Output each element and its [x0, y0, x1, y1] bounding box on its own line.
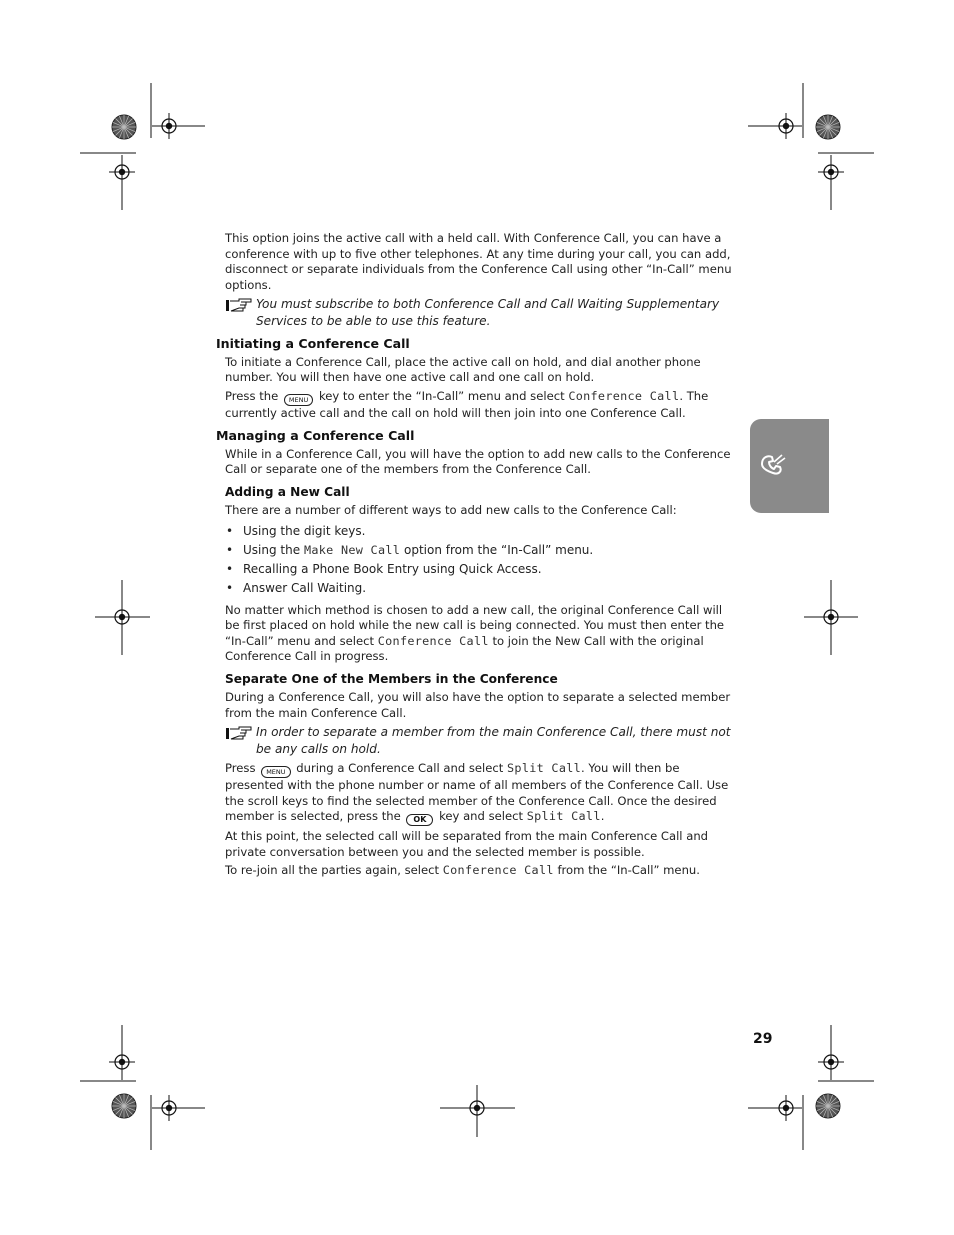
heading-managing: Managing a Conference Call: [216, 428, 415, 443]
list-item: • Recalling a Phone Book Entry using Quick Access.: [225, 560, 737, 579]
text-run: key to enter the “In-Call” menu and select: [318, 388, 565, 403]
pointing-hand-note-icon: [225, 725, 253, 741]
page-content: [216, 231, 737, 882]
heading-initiating: Initiating a Conference Call: [216, 336, 410, 351]
heading-separate: Separate One of the Members in the Conference: [225, 671, 558, 686]
text-run: Using the: [243, 542, 301, 557]
text-run: No matter which method is chosen to add a new call, the original Conference Call will be first placed on hold while the new call is being connected. You must then enter the “In-Call” menu and select: [225, 602, 725, 648]
list-item: • Answer Call Waiting.: [225, 579, 737, 598]
adding-paragraph-2: [225, 603, 737, 665]
separate-paragraph-1: During a Conference Call, you will also have the option to separate a selected member from the main Conference Call.: [225, 690, 731, 720]
text-run: key and select: [439, 809, 524, 824]
text-run: .: [600, 809, 605, 824]
phone-handset-icon: [758, 450, 788, 480]
text-run: from the “In-Call” menu.: [557, 863, 700, 878]
note-text: In order to separate a member from the main Conference Call, there must not be any calls on hold.: [256, 725, 731, 756]
note-text: You must subscribe to both Conference Call and Call Waiting Supplementary Services to be able to use this feature.: [256, 297, 720, 328]
managing-paragraph: While in a Conference Call, you will have the option to add new calls to the Conference Call or separate one of the members from the Conference Call.: [225, 446, 731, 476]
menu-option-split-call: Split Call: [526, 809, 601, 824]
list-item: • Using the digit keys.: [225, 522, 737, 541]
separate-paragraph-4: [225, 863, 737, 879]
initiating-paragraph-1: To initiate a Conference Call, place the active call on hold, and dial another phone number. You will then have one active call and one call on hold.: [225, 354, 701, 384]
menu-option-conference-call: Conference Call: [442, 863, 554, 878]
note-no-calls-on-hold: [225, 724, 737, 757]
text-run: . The currently active call and the call on hold will then join into one Conference Call.: [225, 388, 709, 420]
page-number: 29: [753, 1031, 773, 1047]
text-run: . You will then be presented with the phone number or name of all members of the Conference Call. Use the scroll keys to find the selected member of the Conference Call. Once the desired member is selected, press the: [225, 761, 729, 824]
text-run: Press the: [225, 388, 279, 403]
pointing-hand-note-icon: [225, 297, 253, 313]
ok-key-icon: OK: [406, 814, 433, 826]
text-run: Press: [225, 761, 256, 776]
menu-option-make-new-call: Make New Call: [303, 542, 401, 557]
adding-methods-list: [225, 522, 737, 599]
heading-adding: Adding a New Call: [225, 484, 350, 499]
list-item: [225, 541, 737, 560]
separate-paragraph-2: [225, 761, 737, 826]
menu-key-icon: MENU: [261, 766, 290, 778]
adding-paragraph-1: There are a number of different ways to add new calls to the Conference Call:: [225, 503, 677, 517]
text-run: option from the “In-Call” menu.: [404, 542, 594, 557]
text-run: To re-join all the parties again, select: [225, 863, 440, 878]
initiating-paragraph-2: [225, 389, 737, 422]
separate-paragraph-3: At this point, the selected call will be separated from the main Conference Call and private conversation between you and the selected member is possible.: [225, 829, 709, 859]
menu-option-conference-call: Conference Call: [568, 388, 680, 403]
intro-paragraph: This option joins the active call with a held call. With Conference Call, you can have a conference with up to five other telephones. At any time during your call, you can add, disconnect or separate individuals from the Conference Call using other “In-Call” menu options.: [225, 231, 732, 292]
note-subscription: [225, 296, 737, 329]
menu-option-conference-call: Conference Call: [377, 633, 489, 648]
menu-key-icon: MENU: [284, 394, 313, 406]
menu-option-split-call: Split Call: [507, 761, 582, 776]
text-run: to join the New Call with the original Conference Call in progress.: [225, 633, 704, 664]
chapter-tab: [750, 419, 829, 513]
text-run: during a Conference Call and select: [296, 761, 504, 776]
